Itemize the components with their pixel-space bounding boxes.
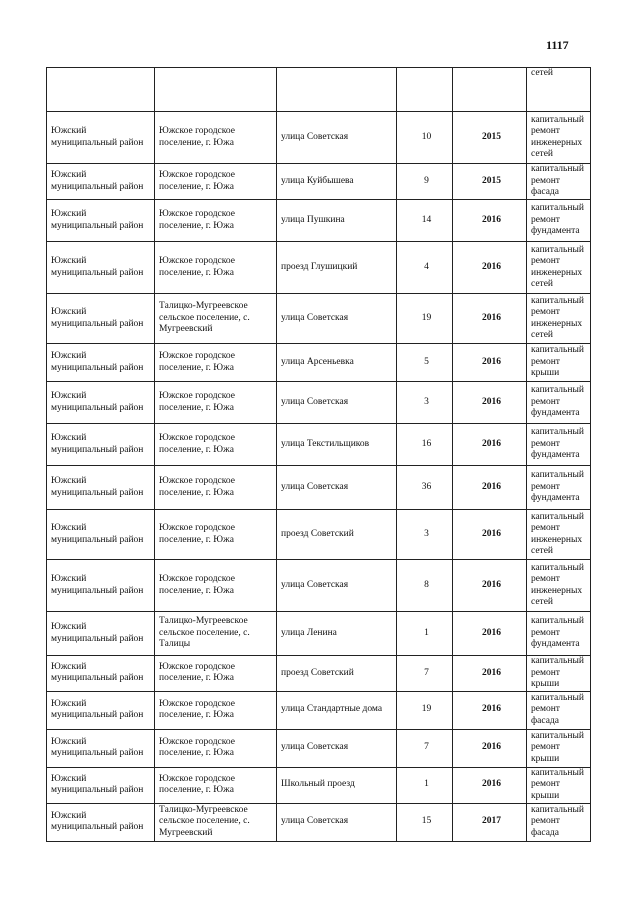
- cell-street: улица Советская: [277, 294, 397, 344]
- cell-district: Южский муниципальный район: [47, 164, 155, 200]
- cell-year: 2016: [453, 767, 527, 803]
- cell-street: улица Текстильщиков: [277, 424, 397, 466]
- table-row: [47, 242, 591, 294]
- cell-district: Южский муниципальный район: [47, 200, 155, 242]
- table-row: [47, 294, 591, 344]
- table-row: [47, 164, 591, 200]
- cell-house-number: 36: [397, 466, 453, 510]
- cell-house-number: 3: [397, 382, 453, 424]
- cell-street: улица Ленина: [277, 612, 397, 656]
- cell-street: улица Советская: [277, 112, 397, 164]
- housing-repair-table: [46, 67, 591, 842]
- cell-house-number: 1: [397, 612, 453, 656]
- cell-work-type: капитальный ремонт крыши: [527, 656, 591, 692]
- cell-work-type: капитальный ремонт фундамента: [527, 424, 591, 466]
- cell-district: Южский муниципальный район: [47, 112, 155, 164]
- cell-work-type: капитальный ремонт инженерных сетей: [527, 294, 591, 344]
- cell-year: 2016: [453, 510, 527, 560]
- cell-settlement: Южское городское поселение, г. Южа: [155, 691, 277, 729]
- cell-year: 2016: [453, 560, 527, 612]
- cell-street: улица Советская: [277, 560, 397, 612]
- table-row: [47, 767, 591, 803]
- table-row: [47, 200, 591, 242]
- cell-work-type: капитальный ремонт инженерных сетей: [527, 510, 591, 560]
- cell-work-type: капитальный ремонт крыши: [527, 767, 591, 803]
- cell-district: Южский муниципальный район: [47, 656, 155, 692]
- table-row: [47, 656, 591, 692]
- table-row: [47, 344, 591, 382]
- cell-house-number: 4: [397, 242, 453, 294]
- cell-house-number: 15: [397, 803, 453, 841]
- cell-settlement: Южское городское поселение, г. Южа: [155, 510, 277, 560]
- cell-year: 2016: [453, 729, 527, 767]
- cell-work-type: капитальный ремонт крыши: [527, 344, 591, 382]
- cell-settlement: Южское городское поселение, г. Южа: [155, 382, 277, 424]
- cell-house-number: 16: [397, 424, 453, 466]
- table-row: [47, 560, 591, 612]
- cell-work-type: капитальный ремонт фундамента: [527, 200, 591, 242]
- cell-work-type: капитальный ремонт инженерных сетей: [527, 242, 591, 294]
- cell-house-number: [397, 68, 453, 112]
- cell-settlement: Талицко-Мугреевское сельское поселение, с. Мугреевский: [155, 294, 277, 344]
- cell-house-number: 14: [397, 200, 453, 242]
- cell-house-number: 7: [397, 656, 453, 692]
- cell-district: Южский муниципальный район: [47, 344, 155, 382]
- cell-work-type: сетей: [527, 68, 591, 112]
- cell-district: Южский муниципальный район: [47, 466, 155, 510]
- cell-district: Южский муниципальный район: [47, 691, 155, 729]
- cell-settlement: Южское городское поселение, г. Южа: [155, 242, 277, 294]
- cell-settlement: Южское городское поселение, г. Южа: [155, 164, 277, 200]
- cell-work-type: капитальный ремонт фундамента: [527, 612, 591, 656]
- cell-work-type: капитальный ремонт инженерных сетей: [527, 112, 591, 164]
- table-row: [47, 803, 591, 841]
- cell-work-type: капитальный ремонт инженерных сетей: [527, 560, 591, 612]
- table-row: [47, 510, 591, 560]
- table-row-continuation: [47, 68, 591, 112]
- cell-street: проезд Советский: [277, 656, 397, 692]
- cell-house-number: 5: [397, 344, 453, 382]
- cell-work-type: капитальный ремонт фасада: [527, 691, 591, 729]
- table-row: [47, 382, 591, 424]
- cell-house-number: 10: [397, 112, 453, 164]
- cell-street: Школьный проезд: [277, 767, 397, 803]
- cell-district: Южский муниципальный район: [47, 242, 155, 294]
- cell-house-number: 8: [397, 560, 453, 612]
- cell-year: 2015: [453, 112, 527, 164]
- cell-settlement: Южское городское поселение, г. Южа: [155, 767, 277, 803]
- cell-district: Южский муниципальный район: [47, 294, 155, 344]
- cell-street: [277, 68, 397, 112]
- cell-house-number: 19: [397, 294, 453, 344]
- cell-street: улица Советская: [277, 803, 397, 841]
- cell-street: улица Советская: [277, 729, 397, 767]
- cell-year: 2016: [453, 382, 527, 424]
- cell-year: 2017: [453, 803, 527, 841]
- cell-settlement: Южское городское поселение, г. Южа: [155, 200, 277, 242]
- table-row: [47, 466, 591, 510]
- cell-year: [453, 68, 527, 112]
- cell-house-number: 1: [397, 767, 453, 803]
- cell-year: 2016: [453, 691, 527, 729]
- cell-settlement: Талицко-Мугреевское сельское поселение, с. Мугреевский: [155, 803, 277, 841]
- table-row: [47, 612, 591, 656]
- cell-settlement: Южское городское поселение, г. Южа: [155, 344, 277, 382]
- cell-street: улица Пушкина: [277, 200, 397, 242]
- cell-house-number: 9: [397, 164, 453, 200]
- table-row: [47, 112, 591, 164]
- cell-settlement: Талицко-Мугреевское сельское поселение, с. Талицы: [155, 612, 277, 656]
- cell-street: улица Стандартные дома: [277, 691, 397, 729]
- cell-district: [47, 68, 155, 112]
- cell-district: Южский муниципальный район: [47, 767, 155, 803]
- cell-year: 2016: [453, 656, 527, 692]
- cell-house-number: 3: [397, 510, 453, 560]
- cell-house-number: 7: [397, 729, 453, 767]
- cell-settlement: Южское городское поселение, г. Южа: [155, 560, 277, 612]
- cell-district: Южский муниципальный район: [47, 560, 155, 612]
- page-number: 1117: [546, 38, 569, 52]
- table-row: [47, 691, 591, 729]
- cell-year: 2015: [453, 164, 527, 200]
- cell-district: Южский муниципальный район: [47, 729, 155, 767]
- cell-street: улица Арсеньевка: [277, 344, 397, 382]
- cell-settlement: Южское городское поселение, г. Южа: [155, 729, 277, 767]
- cell-street: улица Куйбышева: [277, 164, 397, 200]
- cell-settlement: Южское городское поселение, г. Южа: [155, 112, 277, 164]
- table-row: [47, 729, 591, 767]
- cell-settlement: Южское городское поселение, г. Южа: [155, 466, 277, 510]
- cell-work-type: капитальный ремонт крыши: [527, 729, 591, 767]
- cell-work-type: капитальный ремонт фундамента: [527, 466, 591, 510]
- cell-district: Южский муниципальный район: [47, 510, 155, 560]
- cell-district: Южский муниципальный район: [47, 424, 155, 466]
- cell-year: 2016: [453, 612, 527, 656]
- cell-district: Южский муниципальный район: [47, 612, 155, 656]
- cell-settlement: Южское городское поселение, г. Южа: [155, 424, 277, 466]
- cell-district: Южский муниципальный район: [47, 803, 155, 841]
- cell-year: 2016: [453, 424, 527, 466]
- cell-work-type: капитальный ремонт фасада: [527, 803, 591, 841]
- cell-year: 2016: [453, 200, 527, 242]
- cell-street: улица Советская: [277, 466, 397, 510]
- cell-year: 2016: [453, 242, 527, 294]
- cell-year: 2016: [453, 344, 527, 382]
- cell-house-number: 19: [397, 691, 453, 729]
- cell-settlement: [155, 68, 277, 112]
- cell-work-type: капитальный ремонт фундамента: [527, 382, 591, 424]
- cell-street: проезд Глушицкий: [277, 242, 397, 294]
- cell-street: улица Советская: [277, 382, 397, 424]
- table-row: [47, 424, 591, 466]
- cell-year: 2016: [453, 294, 527, 344]
- table-body: [47, 68, 591, 842]
- cell-street: проезд Советский: [277, 510, 397, 560]
- cell-work-type: капитальный ремонт фасада: [527, 164, 591, 200]
- cell-settlement: Южское городское поселение, г. Южа: [155, 656, 277, 692]
- cell-district: Южский муниципальный район: [47, 382, 155, 424]
- cell-year: 2016: [453, 466, 527, 510]
